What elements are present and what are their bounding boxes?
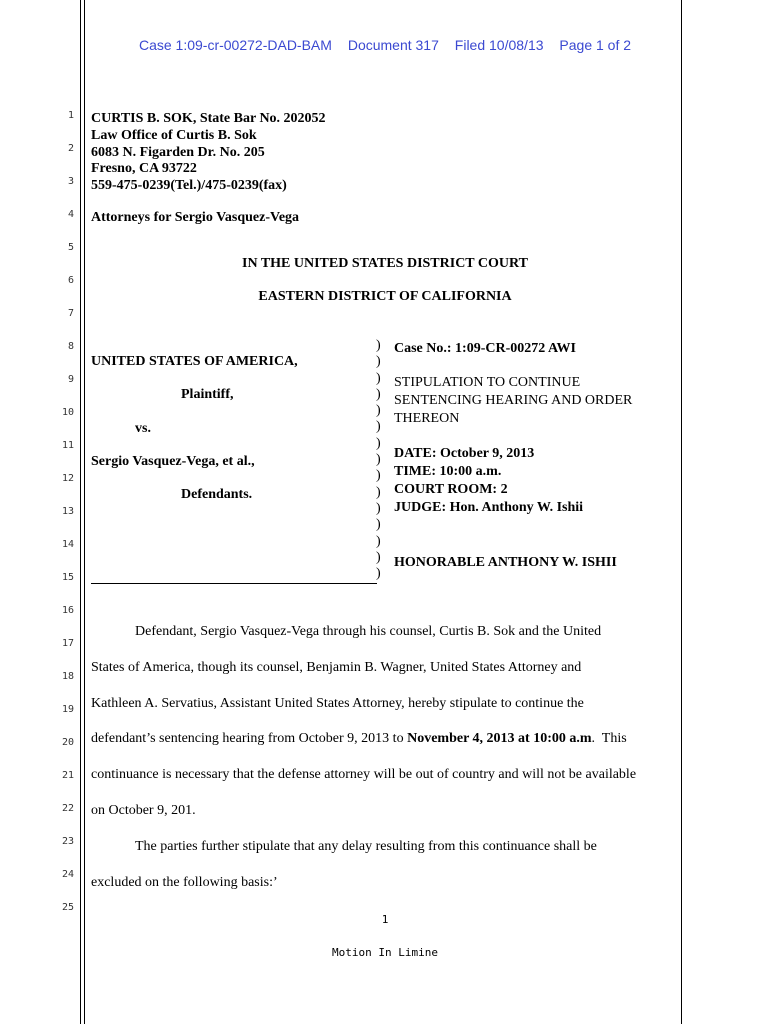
body-text: on October 9, 201. — [91, 803, 196, 818]
attorney-name: CURTIS B. SOK, State Bar No. 202052 — [91, 111, 326, 126]
defendant-name: Sergio Vasquez-Vega, et al., — [91, 454, 255, 469]
body-text: defendant’s sentencing hearing from October 9, 2013 to — [91, 731, 408, 746]
line-number: 9 — [67, 374, 74, 385]
margin-rule-right — [681, 0, 682, 1024]
line-number: 18 — [61, 671, 74, 682]
body-text: continuance is necessary that the defense attorney will be out of country and will not be available — [91, 767, 637, 782]
body-text: Kathleen A. Servatius, Assistant United States Attorney, hereby stipulate to continue the — [91, 696, 584, 711]
line-number: 24 — [61, 869, 74, 880]
caption-underline — [91, 583, 377, 584]
margin-rule-left-outer — [80, 0, 81, 1024]
line-number: 21 — [61, 770, 74, 781]
body-text: Defendant, Sergio Vasquez-Vega through his counsel, Curtis B. Sok and the United — [135, 624, 602, 639]
margin-rule-left-inner — [84, 0, 85, 1024]
line-number: 22 — [61, 803, 74, 814]
line-number: 8 — [67, 341, 74, 352]
line-number: 5 — [67, 242, 74, 253]
line-number: 19 — [61, 704, 74, 715]
body-paragraph1-line3 — [91, 696, 584, 712]
line-number: 20 — [61, 737, 74, 748]
body-paragraph1-line4 — [91, 731, 627, 747]
footer-title: Motion In Limine — [332, 946, 438, 959]
court-district: EASTERN DISTRICT OF CALIFORNIA — [258, 289, 512, 304]
page-number: 1 — [381, 913, 389, 926]
body-text: excluded on the following basis:’ — [91, 875, 278, 890]
line-number: 12 — [61, 473, 74, 484]
line-number: 10 — [61, 407, 74, 418]
court-name: IN THE UNITED STATES DISTRICT COURT — [242, 256, 528, 271]
body-text: . This — [591, 731, 627, 746]
body-text: The parties further stipulate that any delay resulting from this continuance shall be — [135, 839, 597, 854]
line-number: 13 — [61, 506, 74, 517]
plaintiff-label: Plaintiff, — [181, 387, 234, 402]
body-paragraph1-line5 — [91, 767, 636, 783]
document-title-line3: THEREON — [394, 411, 460, 426]
line-number: 11 — [61, 440, 74, 451]
line-number: 4 — [67, 209, 74, 220]
defendant-label: Defendants. — [181, 487, 253, 502]
versus: vs. — [135, 421, 151, 436]
body-paragraph1-line1 — [135, 624, 601, 640]
attorneys-for: Attorneys for Sergio Vasquez-Vega — [91, 210, 300, 225]
caption-parentheses: ) ) ) ) ) ) ) ) ) ) ) ) ) ) ) — [376, 338, 381, 582]
document-title-line1: STIPULATION TO CONTINUE — [394, 375, 581, 390]
phone-fax: 559-475-0239(Tel.)/475-0239(fax) — [91, 178, 287, 193]
ecf-header-stamp — [0, 37, 770, 53]
address-street: 6083 N. Figarden Dr. No. 205 — [91, 145, 265, 160]
line-number: 7 — [67, 308, 74, 319]
law-office: Law Office of Curtis B. Sok — [91, 128, 257, 143]
line-number: 2 — [67, 143, 74, 154]
court-room: COURT ROOM: 2 — [394, 482, 508, 497]
case-number: Case No.: 1:09-CR-00272 AWI — [394, 341, 576, 356]
line-number: 25 — [61, 902, 74, 913]
line-number: 3 — [67, 176, 74, 187]
body-paragraph1-line6 — [91, 803, 196, 819]
judge: JUDGE: Hon. Anthony W. Ishii — [394, 500, 584, 515]
address-city: Fresno, CA 93722 — [91, 161, 197, 176]
honorable-judge: HONORABLE ANTHONY W. ISHII — [394, 555, 617, 570]
body-paragraph1-line2 — [91, 660, 581, 676]
body-text: States of America, though its counsel, Benjamin B. Wagner, United States Attorney and — [91, 660, 582, 675]
line-number: 23 — [61, 836, 74, 847]
plaintiff-name: UNITED STATES OF AMERICA, — [91, 354, 298, 369]
line-number: 16 — [61, 605, 74, 616]
hearing-time: TIME: 10:00 a.m. — [394, 464, 502, 479]
hearing-date: DATE: October 9, 2013 — [394, 446, 535, 461]
line-number: 6 — [67, 275, 74, 286]
line-number: 17 — [61, 638, 74, 649]
body-paragraph2-line1 — [135, 839, 597, 855]
new-hearing-date: November 4, 2013 at 10:00 a.m — [407, 731, 592, 746]
filed-date-stamp: Filed 10/08/13 — [454, 37, 544, 53]
document-title-line2: SENTENCING HEARING AND ORDER — [394, 393, 633, 408]
line-number: 15 — [61, 572, 74, 583]
body-paragraph2-line2 — [91, 875, 278, 891]
document-number-stamp: Document 317 — [347, 37, 439, 53]
line-number: 1 — [67, 110, 74, 121]
case-number-stamp: Case 1:09-cr-00272-DAD-BAM — [138, 37, 332, 53]
page-count-stamp: Page 1 of 2 — [559, 37, 632, 53]
line-number: 14 — [61, 539, 74, 550]
